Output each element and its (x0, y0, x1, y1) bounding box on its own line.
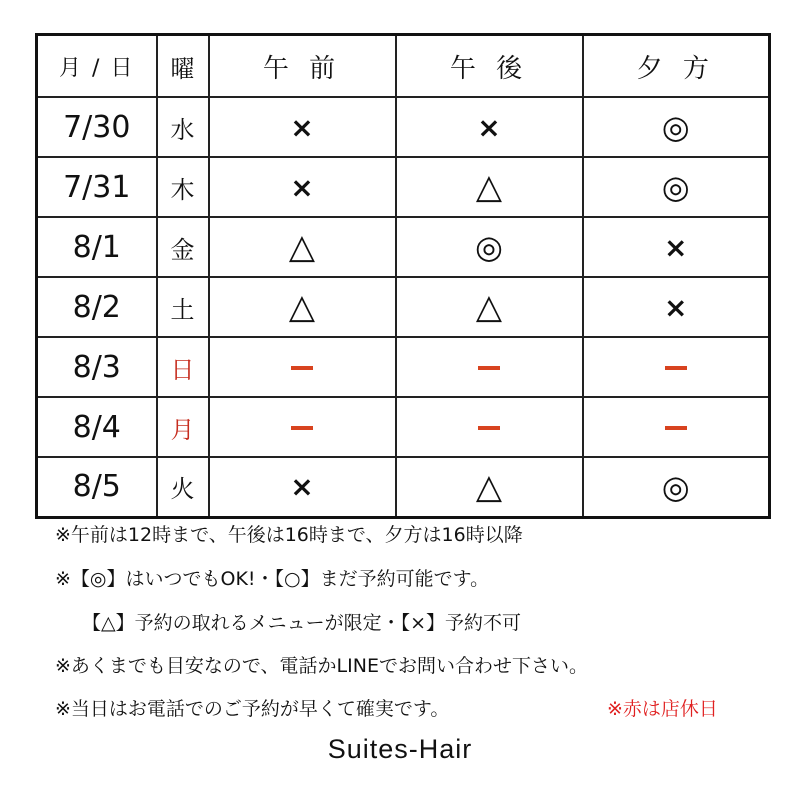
reservation-schedule-table (35, 33, 771, 519)
note-closed-days: ※赤は店休日 (607, 698, 718, 720)
slot-afternoon (396, 97, 583, 157)
slot-afternoon (396, 397, 583, 457)
row-day-of-week: 木 (157, 157, 209, 217)
slot-morning (209, 277, 396, 337)
closed-dash (665, 366, 687, 370)
slot-afternoon (396, 277, 583, 337)
unavailable-mark: × (290, 470, 314, 504)
available-mark: ◎ (475, 228, 503, 266)
unavailable-mark: × (290, 170, 314, 204)
schedule-row (37, 217, 770, 277)
header-day-of-week: 曜 (157, 35, 209, 98)
header-morning: 午 前 (209, 35, 396, 98)
row-day-of-week: 火 (157, 457, 209, 517)
limited-mark: △ (288, 227, 316, 267)
slot-evening (583, 337, 770, 397)
unavailable-mark: × (290, 110, 314, 144)
slot-evening (583, 457, 770, 517)
unavailable-mark: × (664, 230, 688, 264)
available-mark: ◎ (661, 168, 690, 206)
limited-mark: △ (475, 287, 503, 327)
unavailable-mark: × (477, 110, 501, 144)
row-date: 8/1 (37, 217, 157, 277)
schedule-row (37, 337, 770, 397)
unavailable-mark: × (664, 290, 688, 324)
limited-mark: △ (475, 466, 503, 507)
slot-morning (209, 397, 396, 457)
closed-dash (291, 366, 313, 370)
slot-morning (209, 157, 396, 217)
row-date: 8/2 (37, 277, 157, 337)
note-symbols-2: 【△】予約の取れるメニューが限定・【×】予約不可 (82, 612, 522, 634)
note-symbols-1: ※【◎】はいつでもOK!・【○】まだ予約可能です。 (55, 568, 490, 590)
slot-evening (583, 397, 770, 457)
row-date: 8/3 (37, 337, 157, 397)
slot-afternoon (396, 337, 583, 397)
slot-morning (209, 337, 396, 397)
slot-evening (583, 277, 770, 337)
row-day-of-week: 土 (157, 277, 209, 337)
row-day-of-week: 日 (157, 337, 209, 397)
slot-evening (583, 157, 770, 217)
header-date: 月 / 日 (37, 35, 157, 98)
row-day-of-week: 金 (157, 217, 209, 277)
closed-dash (478, 366, 500, 370)
brand-name: Suites-Hair (327, 734, 473, 764)
note-contact: ※あくまでも目安なので、電話かLINEでお問い合わせ下さい。 (55, 655, 588, 677)
row-date: 7/31 (37, 157, 157, 217)
header-evening: 夕 方 (583, 35, 770, 98)
slot-morning (209, 457, 396, 517)
schedule-row (37, 157, 770, 217)
row-day-of-week: 水 (157, 97, 209, 157)
closed-dash (665, 426, 687, 430)
slot-afternoon (396, 157, 583, 217)
slot-afternoon (396, 457, 583, 517)
available-mark: ◎ (661, 467, 690, 506)
header-afternoon: 午 後 (396, 35, 583, 98)
row-date: 8/5 (37, 457, 157, 517)
slot-morning (209, 97, 396, 157)
slot-evening (583, 217, 770, 277)
slot-afternoon (396, 217, 583, 277)
schedule-row (37, 397, 770, 457)
slot-morning (209, 217, 396, 277)
schedule-row (37, 277, 770, 337)
limited-mark: △ (288, 287, 316, 327)
slot-evening (583, 97, 770, 157)
header-row (37, 35, 770, 98)
limited-mark: △ (475, 167, 503, 207)
note-hours: ※午前は12時まで、午後は16時まで、夕方は16時以降 (55, 524, 523, 546)
closed-dash (478, 426, 500, 430)
row-day-of-week: 月 (157, 397, 209, 457)
note-same-day: ※当日はお電話でのご予約が早くて確実です。 (55, 698, 450, 720)
row-date: 8/4 (37, 397, 157, 457)
schedule-row (37, 457, 770, 517)
available-mark: ◎ (661, 108, 690, 146)
row-date: 7/30 (37, 97, 157, 157)
schedule-row (37, 97, 770, 157)
closed-dash (291, 426, 313, 430)
